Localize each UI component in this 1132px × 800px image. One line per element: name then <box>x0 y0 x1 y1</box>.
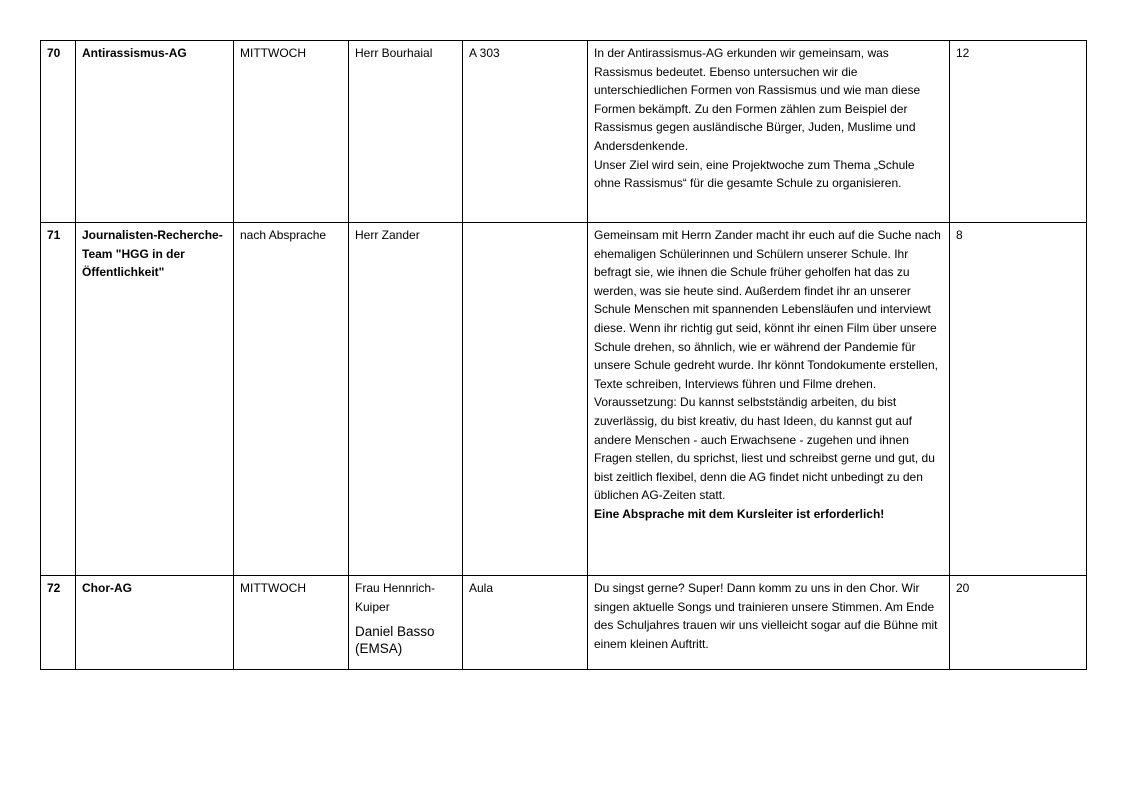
ag-table <box>40 40 1087 670</box>
ag-places: 8 <box>950 223 1087 576</box>
ag-name: Antirassismus-AG <box>76 41 234 223</box>
ag-day: MITTWOCH <box>234 576 349 670</box>
description-paragraph: Unser Ziel wird sein, eine Projektwoche zum Thema „Schule ohne Rassismus“ für die gesamte Schule zu organisieren. <box>594 157 915 191</box>
table-row <box>41 223 1087 576</box>
description-paragraph: Gemeinsam mit Herrn Zander macht ihr euch auf die Suche nach ehemaligen Schülerinnen und Schülern unserer Schule. Ihr befragt sie, wie ihnen die Schule früher geholfen hat das zu werden, was sie heute sind. Außerdem findet ihr an unserer Schule Menschen mit spannenden Lebensläufen und interviewt diese. Wenn ihr richtig gut seid, könnt ihr einen Film über unsere Schule drehen, so ähnlich, wie er während der Pandemie für unsere Schule gedreht wurde. Ihr könnt Tondokumente erstellen, Texte schreiben, Interviews führen und Filme drehen. Voraussetzung: Du kannst selbstständig arbeiten, du bist zuverlässig, du bist kreativ, du hast Ideen, du kannst gut auf andere Menschen - auch Erwachsene - zugehen und ihnen Fragen stellen, du sprichst, liest und schreibst gerne und gut, du bist zeitlich flexibel, denn die AG findet nicht unbedingt zu den üblichen AG-Zeiten statt. <box>594 228 941 503</box>
row-number: 72 <box>41 576 76 670</box>
table-row <box>41 41 1087 223</box>
description-paragraph: In der Antirassismus-AG erkunden wir gemeinsam, was Rassismus bedeutet. Ebenso untersuchen wir die unterschiedlichen Formen von Rassismus und wie man diese Formen bekämpft. Zu den Formen zählen zum Beispiel der Rassismus gegen ausländische Bürger, Juden, Muslime und Andersdenkende. <box>594 46 921 153</box>
row-number: 70 <box>41 41 76 223</box>
ag-places: 20 <box>950 576 1087 670</box>
ag-day: MITTWOCH <box>234 41 349 223</box>
ag-room: Aula <box>463 576 588 670</box>
ag-teacher: Herr Bourhaial <box>349 41 463 223</box>
ag-places: 12 <box>950 41 1087 223</box>
ag-name: Journalisten-Recherche-Team "HGG in der Öffentlichkeit" <box>76 223 234 576</box>
ag-room <box>463 223 588 576</box>
ag-teacher: Frau Hennrich-Kuiper <box>355 581 436 614</box>
ag-room: A 303 <box>463 41 588 223</box>
ag-teacher: Herr Zander <box>349 223 463 576</box>
ag-description <box>588 223 950 576</box>
description-paragraph: Du singst gerne? Super! Dann komm zu uns in den Chor. Wir singen aktuelle Songs und trainieren unsere Stimmen. Am Ende des Schuljahres trauen wir uns vielleicht sogar auf die Bühne mit einem kleinen Auftritt. <box>594 581 938 651</box>
ag-description <box>588 41 950 223</box>
ag-name: Chor-AG <box>76 576 234 670</box>
ag-teacher-cell <box>349 576 463 670</box>
row-number: 71 <box>41 223 76 576</box>
description-note: Eine Absprache mit dem Kursleiter ist erforderlich! <box>594 506 885 521</box>
ag-description <box>588 576 950 670</box>
ag-teacher-extra: Daniel Basso (EMSA) <box>355 624 435 657</box>
table-row <box>41 576 1087 670</box>
ag-day: nach Absprache <box>234 223 349 576</box>
